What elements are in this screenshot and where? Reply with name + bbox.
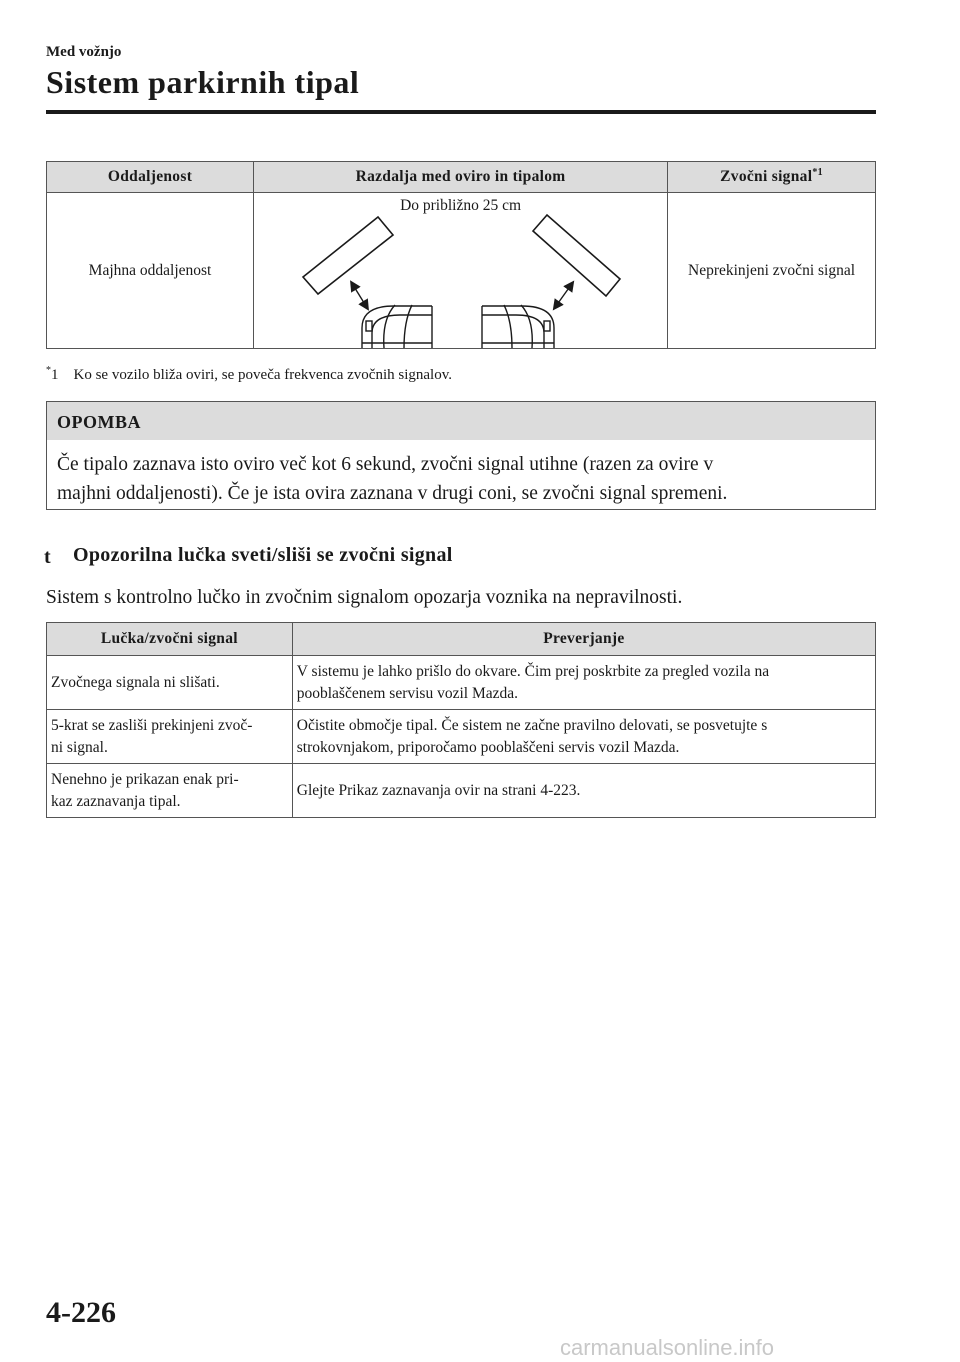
table-row [47,656,876,710]
distance-table [46,161,876,349]
car-right-icon [482,305,554,348]
car-left-icon [362,305,432,348]
footnote-ref: *1 [812,167,823,179]
note-header [47,402,875,440]
note-body [57,450,867,508]
signal-cell: 5-krat se zasliši prekinjeni zvoč- ni signal. [47,710,293,764]
note-line: majhni oddaljenosti). Če je ista ovira zaznana v drugi coni, se zvočni signal spremeni. [57,483,728,504]
note-line: Če tipalo zaznava isto oviro več kot 6 sekund, zvočni signal utihne (razen za ovire v [57,454,714,475]
section-marker-icon: t [44,546,51,568]
watermark: carmanualsonline.info [560,1335,775,1360]
table-row [47,764,876,818]
section-heading: Opozorilna lučka sveti/sliši se zvočni signal [73,544,453,566]
note-box [46,401,876,510]
column-header: Zvočni signal$^{*1}$ [668,162,876,193]
footnote-text: Ko se vozilo bliža oviri, se poveča frekvenca zvočnih signalov. [73,367,452,383]
title-rule [46,110,876,114]
obstacle-right [533,215,620,296]
distance-arrow-left [353,285,366,306]
page-number: 4-226 [46,1296,116,1329]
table-row [47,710,876,764]
parking-sensor-diagram [254,193,667,348]
distance-cell: Majhna oddaljenost [47,193,254,349]
footnote-mark: * [46,365,51,376]
check-cell: Očistite območje tipal. Če sistem ne začne pravilno delovati, se posvetujte s strokovnjakom, priporočamo pooblaščeni servis vozil Mazda. [292,710,875,764]
column-header: Razdalja med oviro in tipalom [254,162,668,193]
column-header: Oddaljenost [47,162,254,193]
column-header: Lučka/zvočni signal [47,623,293,656]
diagram-cell [254,193,668,349]
obstacle-left [303,217,393,294]
signal-cell: Nenehno je prikazan enak pri- kaz zaznavanja tipal. [47,764,293,818]
check-cell: Glejte Prikaz zaznavanja ovir na strani 4-223. [292,764,875,818]
breadcrumb: Med vožnjo [46,44,122,60]
signal-cell: Neprekinjeni zvočni signal [668,193,876,349]
warning-table [46,622,876,818]
table-header-row [47,162,876,193]
check-cell: V sistemu je lahko prišlo do okvare. Čim prej poskrbite za pregled vozila na pooblaščenem servisu vozil Mazda. [292,656,875,710]
page-title: Sistem parkirnih tipal [46,64,360,100]
distance-arrow-right [556,285,571,306]
table-row [47,193,876,349]
footnote-number: 1 [51,367,59,383]
signal-cell: Zvočnega signala ni slišati. [47,656,293,710]
column-header: Preverjanje [292,623,875,656]
range-caption: Do približno 25 cm [400,197,522,214]
section-intro: Sistem s kontrolno lučko in zvočnim signalom opozarja voznika na nepravilnosti. [46,587,683,608]
footnote [46,365,452,384]
note-title: OPOMBA [57,412,141,432]
table-header-row [47,623,876,656]
